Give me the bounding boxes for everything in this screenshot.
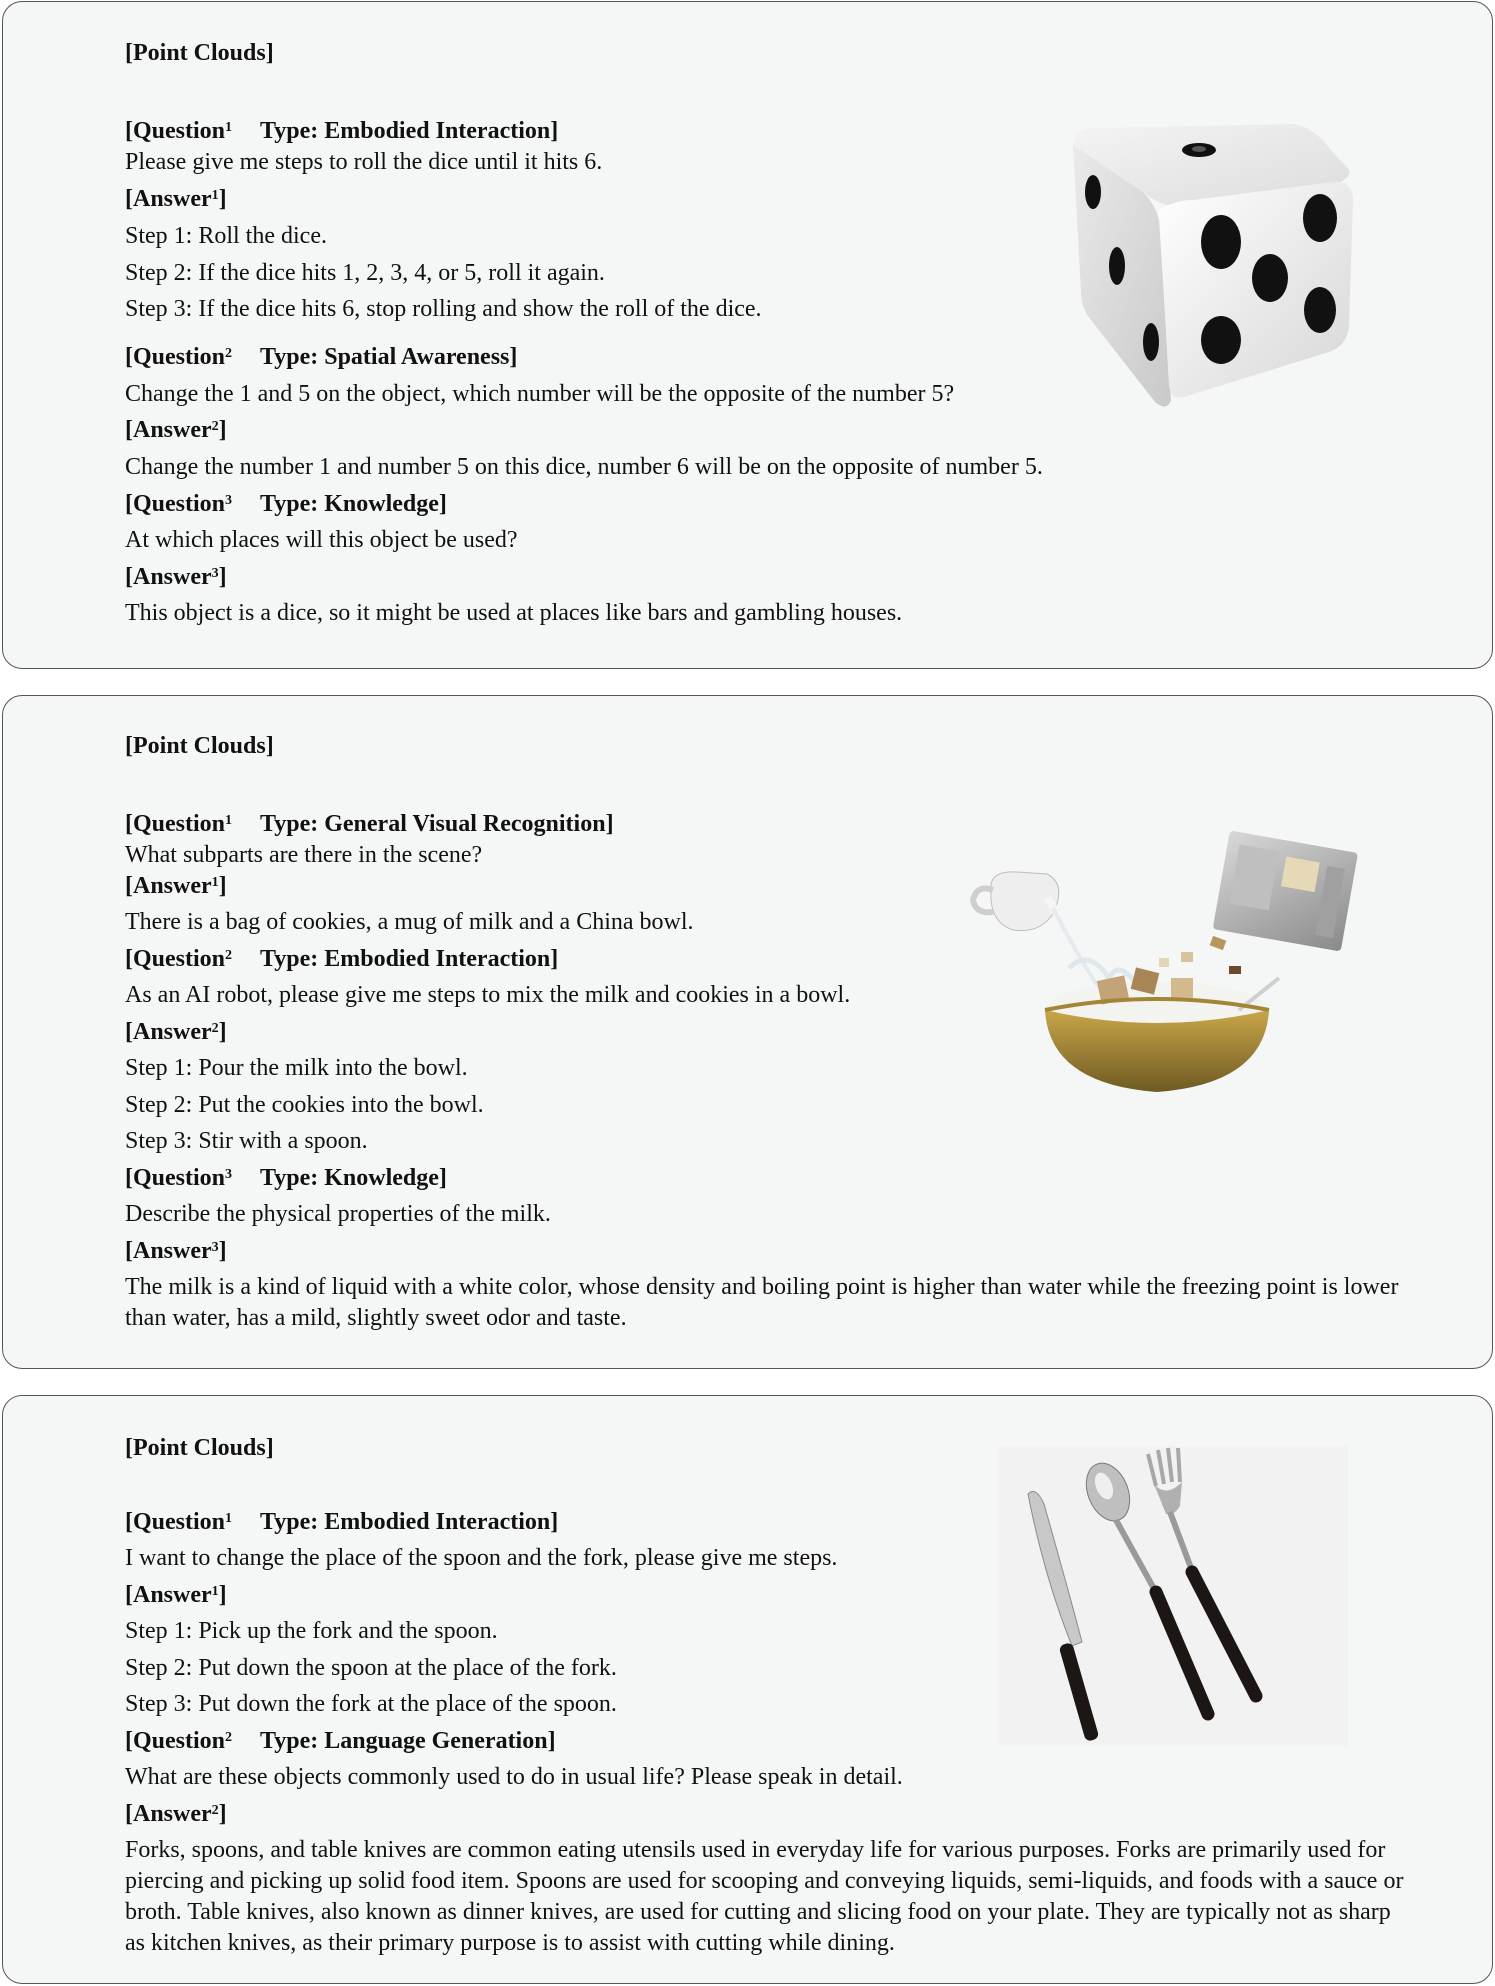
question-1-heading: [Question$^1$ Type: Embodied Interaction]: [125, 118, 559, 144]
question-3-heading: [Question$^3$ Type: Knowledge]: [125, 1165, 447, 1191]
answer-3-text: The milk is a kind of liquid with a white color, whose density and boiling point is higher than water while the freezing point is lower than water, has a mild, slightly sweet odor and taste.: [125, 1274, 1399, 1331]
answer-1-heading: [Answer$^1$]: [125, 186, 227, 212]
answer-3-text: This object is a dice, so it might be used at places like bars and gambling houses.: [125, 600, 903, 626]
question-1-text: What subparts are there in the scene?: [125, 842, 483, 868]
answer-3-heading: [Answer$^3$]: [125, 1238, 227, 1264]
dice-left-pip-3: [1143, 323, 1159, 361]
dice-right-pip-4: [1201, 316, 1241, 364]
question-2-heading: [Question$^2$ Type: Spatial Awareness]: [125, 344, 518, 370]
qa-panel-dice: [2, 1, 1493, 669]
answer-2-step-1: Step 1: Pour the milk into the bowl.: [125, 1055, 468, 1081]
dice-right-pip-3: [1252, 254, 1288, 302]
dice-right-pip-2: [1303, 194, 1337, 242]
answer-1-step-3: Step 3: Put down the fork at the place of the spoon.: [125, 1691, 617, 1717]
answer-2-step-3: Step 3: Stir with a spoon.: [125, 1128, 368, 1154]
answer-1-step-3: Step 3: If the dice hits 6, stop rolling and show the roll of the dice.: [125, 296, 762, 322]
cookie-bag: [1213, 830, 1358, 951]
answer-2-heading: [Answer$^2$]: [125, 1019, 227, 1045]
dice-left-pip-2: [1109, 247, 1125, 285]
question-1-text: I want to change the place of the spoon and the fork, please give me steps.: [125, 1545, 838, 1571]
dice-right-pip-5: [1304, 287, 1336, 333]
question-2-heading: [Question$^2$ Type: Embodied Interaction]: [125, 946, 559, 972]
dice-right-pip-1: [1201, 215, 1241, 269]
answer-1-step-2: Step 2: If the dice hits 1, 2, 3, 4, or 5, roll it again.: [125, 260, 605, 286]
question-3-text: Describe the physical properties of the milk.: [125, 1201, 551, 1227]
answer-2-text: Forks, spoons, and table knives are common eating utensils used in everyday life for various purposes. Forks are primarily used for piercing and picking up solid food item. Spoons are used for scooping and conveying liquids, semi-liquids, and foods with a sauce or broth. Table knives, also known as dinner knives, are used for cutting and slicing food on your plate. They are typically not as sharp as kitchen knives, as their primary purpose is to assist with cutting while dining.: [125, 1837, 1404, 1956]
cutlery-image: [998, 1446, 1348, 1746]
point-clouds-header: [Point Clouds]: [125, 1435, 274, 1461]
answer-2-heading: [Answer$^2$]: [125, 417, 227, 443]
question-2-text: What are these objects commonly used to do in usual life? Please speak in detail.: [125, 1764, 903, 1790]
answer-1-heading: [Answer$^1$]: [125, 1582, 227, 1608]
question-3-text: At which places will this object be used?: [125, 527, 518, 553]
question-2-text: As an AI robot, please give me steps to mix the milk and cookies in a bowl.: [125, 982, 851, 1008]
answer-1-text: There is a bag of cookies, a mug of milk and a China bowl.: [125, 909, 694, 935]
answer-2-step-2: Step 2: Put the cookies into the bowl.: [125, 1092, 484, 1118]
answer-1-step-2: Step 2: Put down the spoon at the place of the fork.: [125, 1655, 617, 1681]
answer-2-text: Change the number 1 and number 5 on this dice, number 6 will be on the opposite of number 5.: [125, 454, 1043, 480]
question-1-text: Please give me steps to roll the dice until it hits 6.: [125, 149, 603, 175]
question-2-text: Change the 1 and 5 on the object, which number will be the opposite of the number 5?: [125, 381, 955, 407]
point-clouds-header: [Point Clouds]: [125, 733, 274, 759]
answer-1-step-1: Step 1: Roll the dice.: [125, 223, 327, 249]
answer-2-heading: [Answer$^2$]: [125, 1801, 227, 1827]
milk-jug: [973, 872, 1099, 988]
answer-1-step-1: Step 1: Pick up the fork and the spoon.: [125, 1618, 498, 1644]
dice-image: [1063, 120, 1383, 410]
qa-panel-milk-cookies: [2, 695, 1493, 1369]
question-2-heading: [Question$^2$ Type: Language Generation]: [125, 1728, 556, 1754]
milk-cookies-bowl-image: [949, 828, 1389, 1118]
answer-1-heading: [Answer$^1$]: [125, 873, 227, 899]
question-1-heading: [Question$^1$ Type: Embodied Interaction]: [125, 1509, 559, 1535]
dice-left-pip-1: [1085, 175, 1101, 209]
qa-panel-cutlery: [2, 1395, 1493, 1984]
question-1-heading: [Question$^1$ Type: General Visual Recognition]: [125, 811, 614, 837]
question-3-heading: [Question$^3$ Type: Knowledge]: [125, 491, 447, 517]
point-clouds-header: [Point Clouds]: [125, 40, 274, 66]
answer-3-heading: [Answer$^3$]: [125, 564, 227, 590]
